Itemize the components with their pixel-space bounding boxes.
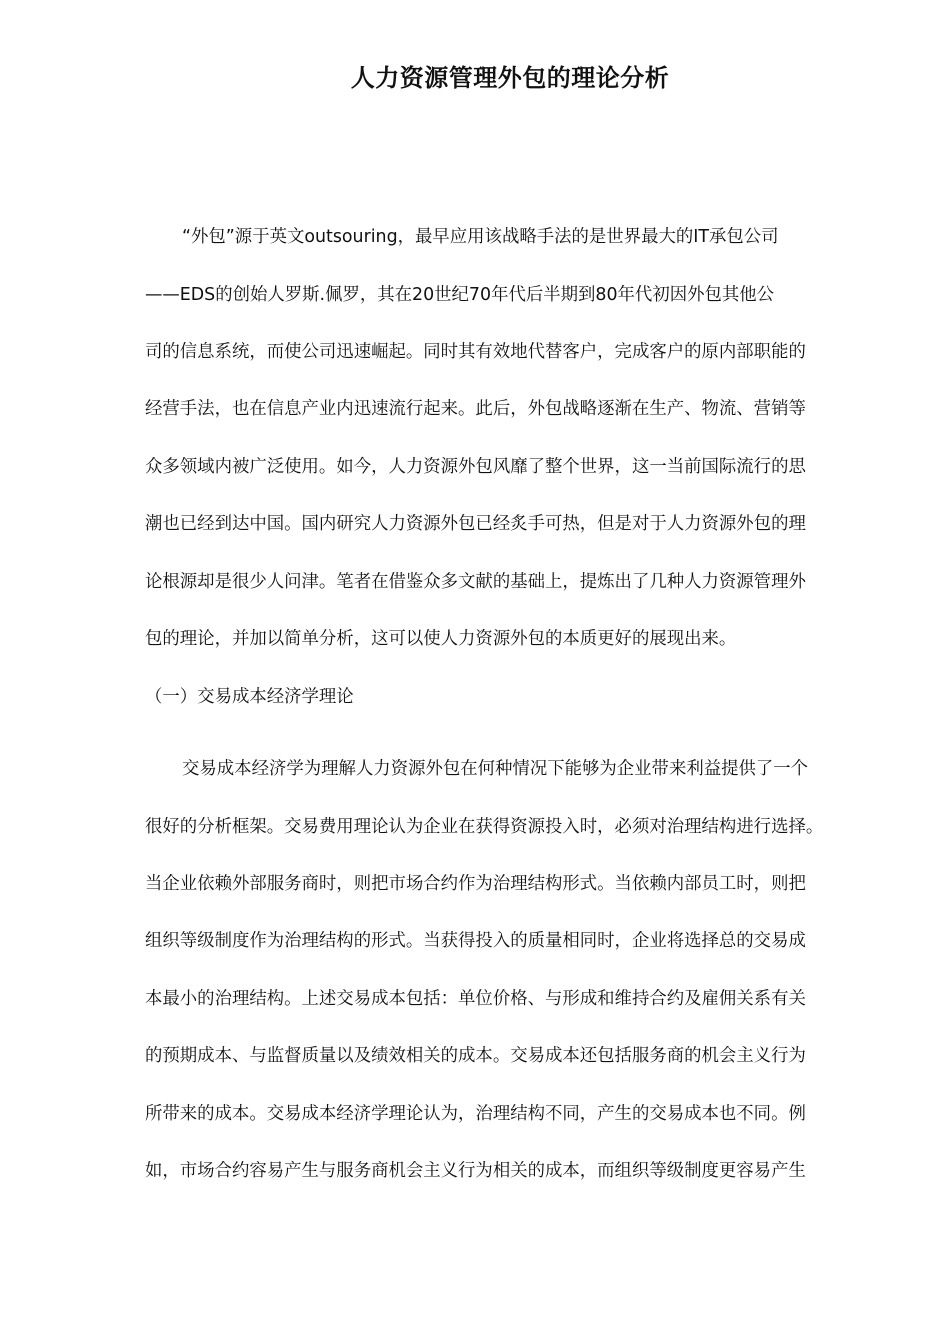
paragraph-2-line-1: 交易成本经济学为理解人力资源外包在何种情况下能够为企业带来利益提供了一个 xyxy=(182,759,809,779)
document-title: 人力资源管理外包的理论分析 xyxy=(350,63,670,92)
paragraph-1-line-7: 论根源却是很少人问津。笔者在借鉴众多文献的基础上，提炼出了几种人力资源管理外 xyxy=(145,572,806,592)
section-1-heading: （一）交易成本经济学理论 xyxy=(145,687,354,707)
paragraph-1-line-1: “外包”源于英文outsouring，最早应用该战略手法的是世界最大的IT承包公司 xyxy=(182,227,779,247)
paragraph-2-line-4: 组织等级制度作为治理结构的形式。当获得投入的质量相同时，企业将选择总的交易成 xyxy=(145,931,806,951)
paragraph-1-line-3: 司的信息系统，而使公司迅速崛起。同时其有效地代替客户，完成客户的原内部职能的 xyxy=(145,342,806,362)
paragraph-2-line-2: 很好的分析框架。交易费用理论认为企业在获得资源投入时，必须对治理结构进行选择。 xyxy=(145,817,824,837)
paragraph-2-line-3: 当企业依赖外部服务商时，则把市场合约作为治理结构形式。当依赖内部员工时，则把 xyxy=(145,874,806,894)
paragraph-1-line-5: 众多领域内被广泛使用。如今，人力资源外包风靡了整个世界，这一当前国际流行的思 xyxy=(145,457,806,477)
paragraph-2-line-8: 如，市场合约容易产生与服务商机会主义行为相关的成本，而组织等级制度更容易产生 xyxy=(145,1161,806,1181)
paragraph-2-line-7: 所带来的成本。交易成本经济学理论认为，治理结构不同，产生的交易成本也不同。例 xyxy=(145,1104,806,1124)
paragraph-1-line-2: ——EDS的创始人罗斯.佩罗，其在20世纪70年代后半期到80年代初因外包其他公 xyxy=(145,285,775,305)
paragraph-2-line-6: 的预期成本、与监督质量以及绩效相关的成本。交易成本还包括服务商的机会主义行为 xyxy=(145,1046,806,1066)
paragraph-1-line-8: 包的理论，并加以简单分析，这可以使人力资源外包的本质更好的展现出来。 xyxy=(145,629,737,649)
paragraph-1-line-4: 经营手法，也在信息产业内迅速流行起来。此后，外包战略逐渐在生产、物流、营销等 xyxy=(145,399,806,419)
paragraph-2-line-5: 本最小的治理结构。上述交易成本包括：单位价格、与形成和维持合约及雇佣关系有关 xyxy=(145,989,806,1009)
paragraph-1-line-6: 潮也已经到达中国。国内研究人力资源外包已经炙手可热，但是对于人力资源外包的理 xyxy=(145,514,806,534)
